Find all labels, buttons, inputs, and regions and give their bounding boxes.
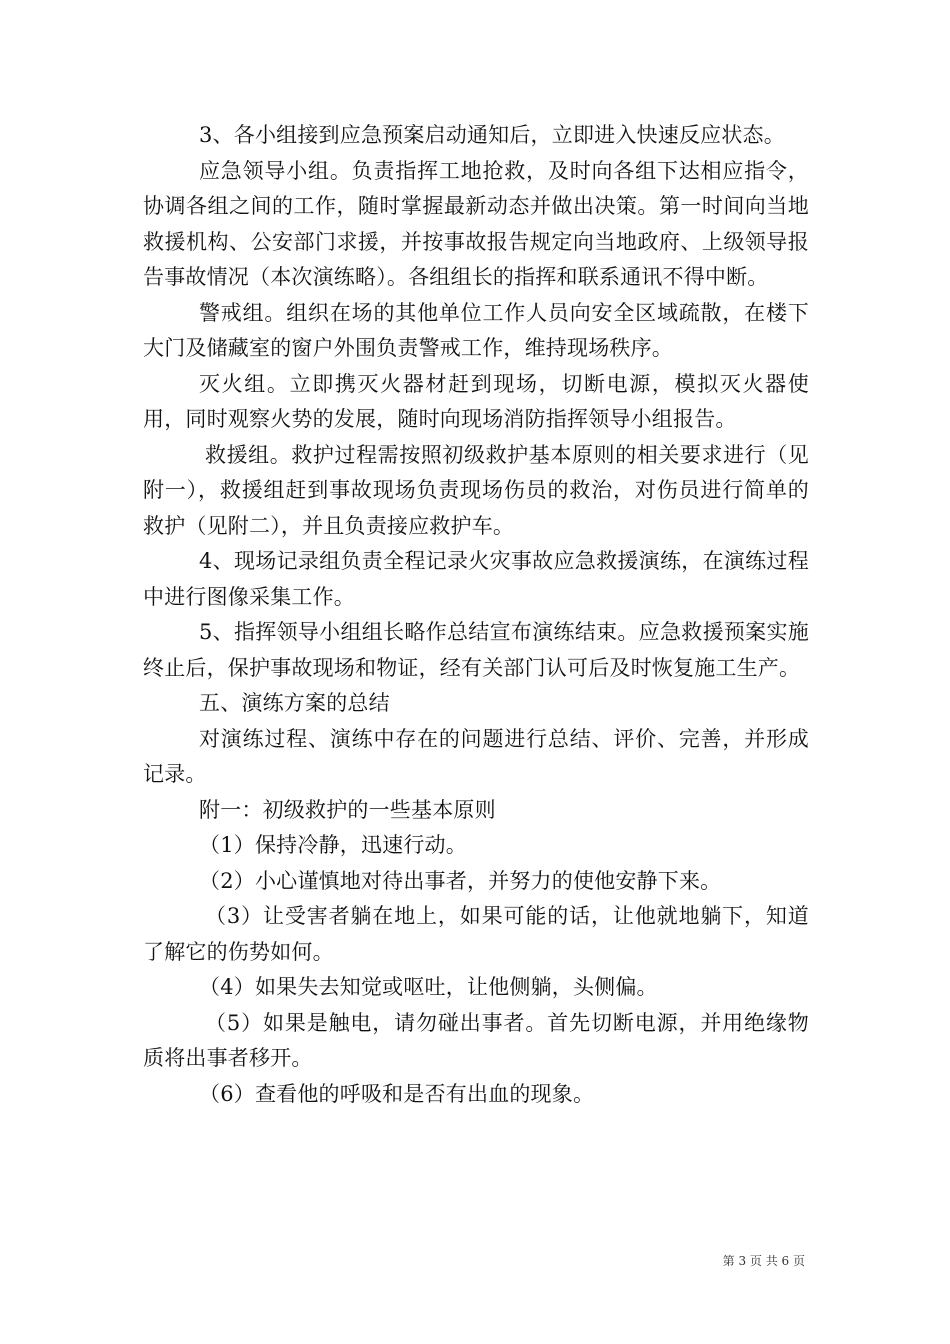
- paragraph-rescue-group: 救援组。救护过程需按照初级救护基本原则的相关要求进行（见附一），救援组赶到事故现场负责现场伤员的救治，对伤员进行简单的救护（见附二），并且负责接应救护车。: [143, 442, 809, 538]
- list-item: （1）保持冷静，迅速行动。: [199, 833, 467, 857]
- list-item: （5）如果是触电，请勿碰出事者。首先切断电源，并用绝缘物质将出事者移开。: [143, 1010, 809, 1070]
- paragraph-step-5: 5、指挥领导小组组长略作总结宣布演练结束。应急救援预案实施终止后，保护事故现场和物证，经有关部门认可后及时恢复施工生产。: [143, 620, 809, 680]
- section-heading-summary: 五、演练方案的总结: [199, 691, 390, 715]
- list-item: （6）查看他的呼吸和是否有出血的现象。: [199, 1081, 595, 1106]
- appendix-heading: 附一：初级救护的一些基本原则: [199, 797, 496, 822]
- list-item: （3）让受害者躺在地上，如果可能的话，让他就地躺下，知道了解它的伤势如何。: [143, 904, 809, 964]
- paragraph-guard-group: 警戒组。组织在场的其他单位工作人员向安全区域疏散，在楼下大门及储藏室的窗户外围负责警戒工作，维持现场秩序。: [143, 300, 809, 360]
- paragraph-leadership-group: 应急领导小组。负责指挥工地抢救，及时向各组下达相应指令，协调各组之间的工作，随时掌握最新动态并做出决策。第一时间向当地救援机构、公安部门求援，并按事故报告规定向当地政府、上级领导报告事故情况（本次演练略）。各组组长的指挥和联系通讯不得中断。: [143, 158, 809, 289]
- paragraph-step-3: 3、各小组接到应急预案启动通知后，立即进入快速反应状态。: [199, 123, 785, 147]
- document-body: [143, 118, 809, 1112]
- list-item: （4）如果失去知觉或呕吐，让他侧躺，头侧偏。: [199, 975, 658, 999]
- paragraph-firefighting-group: 灭火组。立即携灭火器材赶到现场，切断电源，模拟灭火器使用，同时观察火势的发展，随时向现场消防指挥领导小组报告。: [143, 371, 809, 431]
- paragraph-summary: 对演练过程、演练中存在的问题进行总结、评价、完善，并形成记录。: [143, 726, 809, 786]
- paragraph-step-4: 4、现场记录组负责全程记录火灾事故应急救援演练，在演练过程中进行图像采集工作。: [143, 549, 809, 609]
- list-item: （2）小心谨慎地对待出事者，并努力的使他安静下来。: [199, 868, 722, 893]
- page-number: 第 3 页 共 6 页: [722, 1254, 805, 1268]
